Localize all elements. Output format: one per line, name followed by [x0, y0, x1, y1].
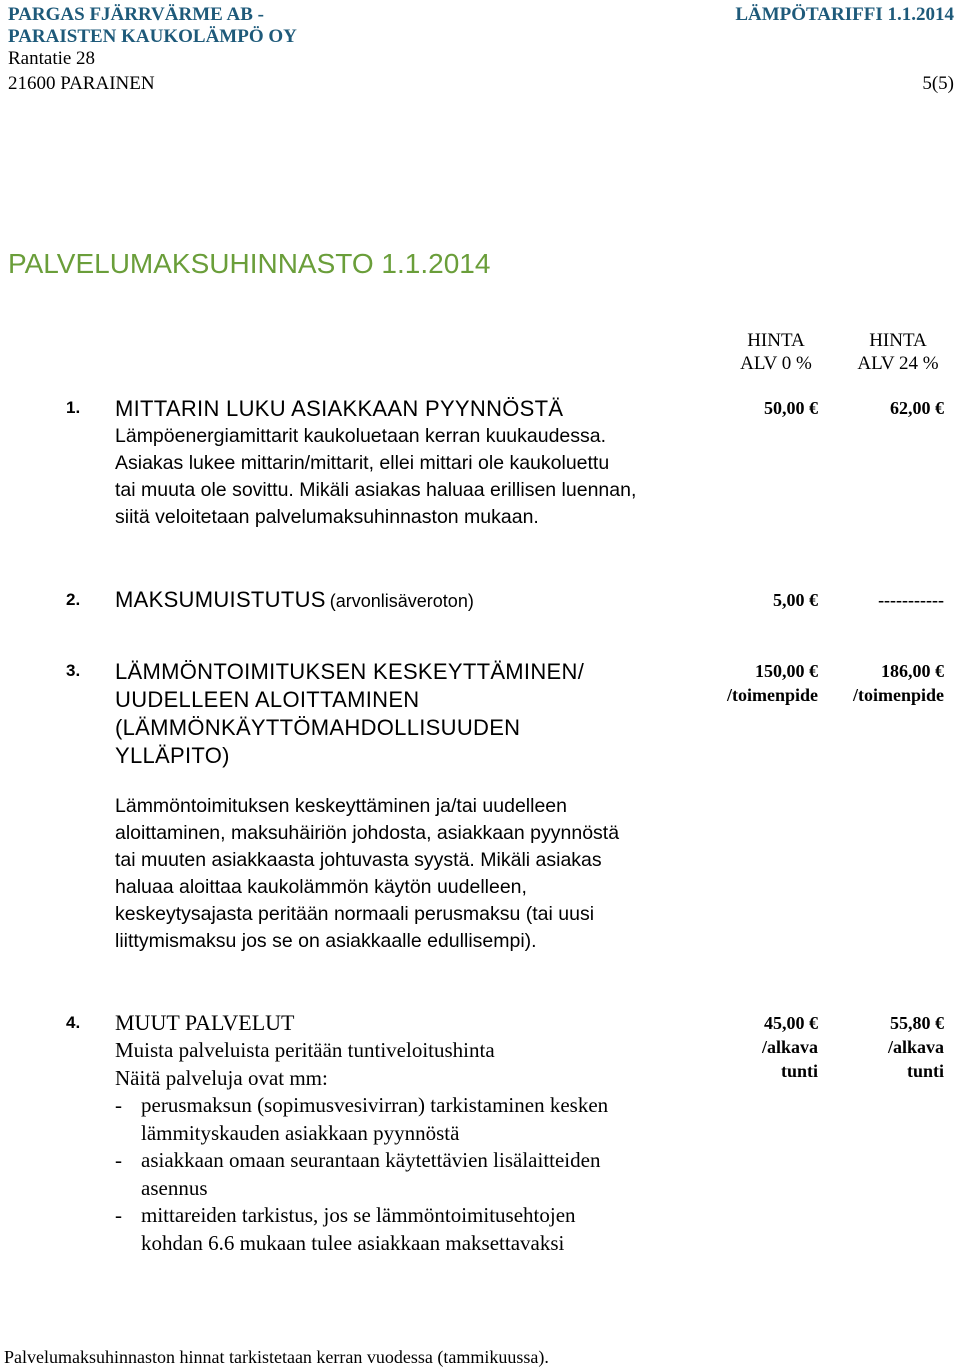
section-3-title-line: UUDELLEEN ALOITTAMINEN: [115, 687, 420, 712]
section-3-price-alv24-unit: /toimenpide: [852, 685, 944, 705]
tariff-title: LÄMPÖTARIFFI 1.1.2014: [735, 4, 954, 25]
section-4-line: Muista palveluista peritään tuntiveloitushinta: [115, 1038, 495, 1062]
section-2-price-alv24: -----------: [878, 590, 944, 610]
section-4-price-alv0-unit2: tunti: [780, 1061, 818, 1081]
footer-note: Palvelumaksuhinnaston hinnat tarkistetaan kerran vuodessa (tammikuussa).: [4, 1347, 549, 1367]
bullet-continuation: kohdan 6.6 mukaan tulee asiakkaan maksettavaksi: [141, 1230, 565, 1255]
bullet-continuation: asennus: [141, 1175, 208, 1200]
section-3-price-alv0: [727, 659, 818, 707]
section-3-body: [115, 793, 619, 955]
section-3-line: tai muuten asiakkaasta johtuvasta syystä. Mikäli asiakas: [115, 849, 602, 871]
section-1-body: [115, 423, 636, 531]
company-street: Rantatie 28: [8, 48, 96, 69]
section-4-price-alv0: [762, 1011, 818, 1083]
bullet-dash: -: [115, 1093, 122, 1117]
column-header-alv0-line2: ALV 0 %: [740, 353, 812, 374]
section-3-line: Lämmöntoimituksen keskeyttäminen ja/tai uudelleen: [115, 795, 567, 817]
section-1-number: 1.: [66, 398, 81, 417]
section-1-line: Asiakas lukee mittarin/mittarit, ellei mittari ole kaukoluettu: [115, 452, 610, 474]
section-2-number: 2.: [66, 590, 81, 609]
column-header-alv0: [716, 329, 836, 375]
section-2-price-alv0: 5,00 €: [773, 590, 818, 610]
section-3-line: keskeytysajasta peritään normaali perusmaksu (tai uusi: [115, 903, 595, 925]
column-header-alv24-line2: ALV 24 %: [857, 353, 939, 374]
company-name-fi: PARAISTEN KAUKOLÄMPÖ OY: [8, 26, 297, 47]
column-header-alv24: [838, 329, 958, 375]
section-4-number: 4.: [66, 1013, 81, 1032]
section-1-line: tai muuta ole sovittu. Mikäli asiakas haluaa erillisen luennan,: [115, 479, 637, 501]
section-3-title-line: YLLÄPITO): [115, 743, 230, 768]
section-4-price-alv24: [888, 1011, 944, 1083]
bullet-item: [115, 1092, 608, 1120]
section-3-price-alv24-value: 186,00 €: [881, 661, 944, 681]
page-title: PALVELUMAKSUHINNASTO 1.1.2014: [8, 248, 491, 279]
bullet-text: perusmaksun (sopimusvesivirran) tarkistaminen kesken: [141, 1093, 609, 1117]
bullet-dash: -: [115, 1148, 122, 1172]
bullet-text: mittareiden tarkistus, jos se lämmöntoimitusehtojen: [141, 1203, 576, 1227]
section-1-title: MITTARIN LUKU ASIAKKAAN PYYNNÖSTÄ: [115, 396, 564, 421]
page-number: 5(5): [922, 73, 954, 94]
section-4-title: MUUT PALVELUT: [115, 1010, 295, 1035]
section-1-line: Lämpöenergiamittarit kaukoluetaan kerran kuukaudessa.: [115, 425, 607, 447]
bullet-continuation: lämmityskauden asiakkaan pyynnöstä: [141, 1120, 460, 1145]
bullet-text: asiakkaan omaan seurantaan käytettävien lisälaitteiden: [141, 1148, 601, 1172]
company-name-sv: PARGAS FJÄRRVÄRME AB -: [8, 4, 264, 25]
section-4-line: Näitä palveluja ovat mm:: [115, 1065, 328, 1090]
section-3-title-line: (LÄMMÖNKÄYTTÖMAHDOLLISUUDEN: [115, 715, 521, 740]
section-3-number: 3.: [66, 661, 81, 680]
section-3-line: haluaa aloittaa kaukolämmön käytön uudelleen,: [115, 876, 527, 898]
section-1-line: siitä veloitetaan palvelumaksuhinnaston mukaan.: [115, 506, 539, 528]
column-header-alv0-line1: HINTA: [747, 330, 805, 351]
section-3-title: [115, 658, 584, 770]
section-4-price-alv24-unit2: tunti: [906, 1061, 944, 1081]
section-3-line: liittymismaksu jos se on asiakkaalle edullisempi).: [115, 930, 537, 952]
section-3-title-line: LÄMMÖNTOIMITUKSEN KESKEYTTÄMINEN/: [115, 659, 585, 684]
section-2-title: MAKSUMUISTUTUS: [115, 587, 326, 612]
section-2-heading: [115, 587, 474, 613]
section-4-price-alv0-value: 45,00 €: [764, 1013, 818, 1033]
section-4-price-alv24-value: 55,80 €: [890, 1013, 944, 1033]
column-header-alv24-line1: HINTA: [869, 330, 927, 351]
bullet-dash: -: [115, 1203, 122, 1227]
section-4-price-alv24-unit1: /alkava: [887, 1037, 944, 1057]
section-1-price-alv24: 62,00 €: [890, 398, 944, 418]
section-4-body: [115, 1037, 608, 1257]
section-1-price-alv0: 50,00 €: [764, 398, 818, 418]
section-3-price-alv0-value: 150,00 €: [755, 661, 818, 681]
section-3-price-alv24: [853, 659, 944, 707]
bullet-item: [115, 1202, 608, 1230]
section-3-line: aloittaminen, maksuhäiriön johdosta, asiakkaan pyynnöstä: [115, 822, 620, 844]
section-4-price-alv0-unit1: /alkava: [761, 1037, 818, 1057]
section-2-title-note: (arvonlisäveroton): [329, 591, 474, 611]
section-3-price-alv0-unit: /toimenpide: [726, 685, 818, 705]
bullet-item: [115, 1147, 608, 1175]
company-city: 21600 PARAINEN: [8, 73, 155, 94]
